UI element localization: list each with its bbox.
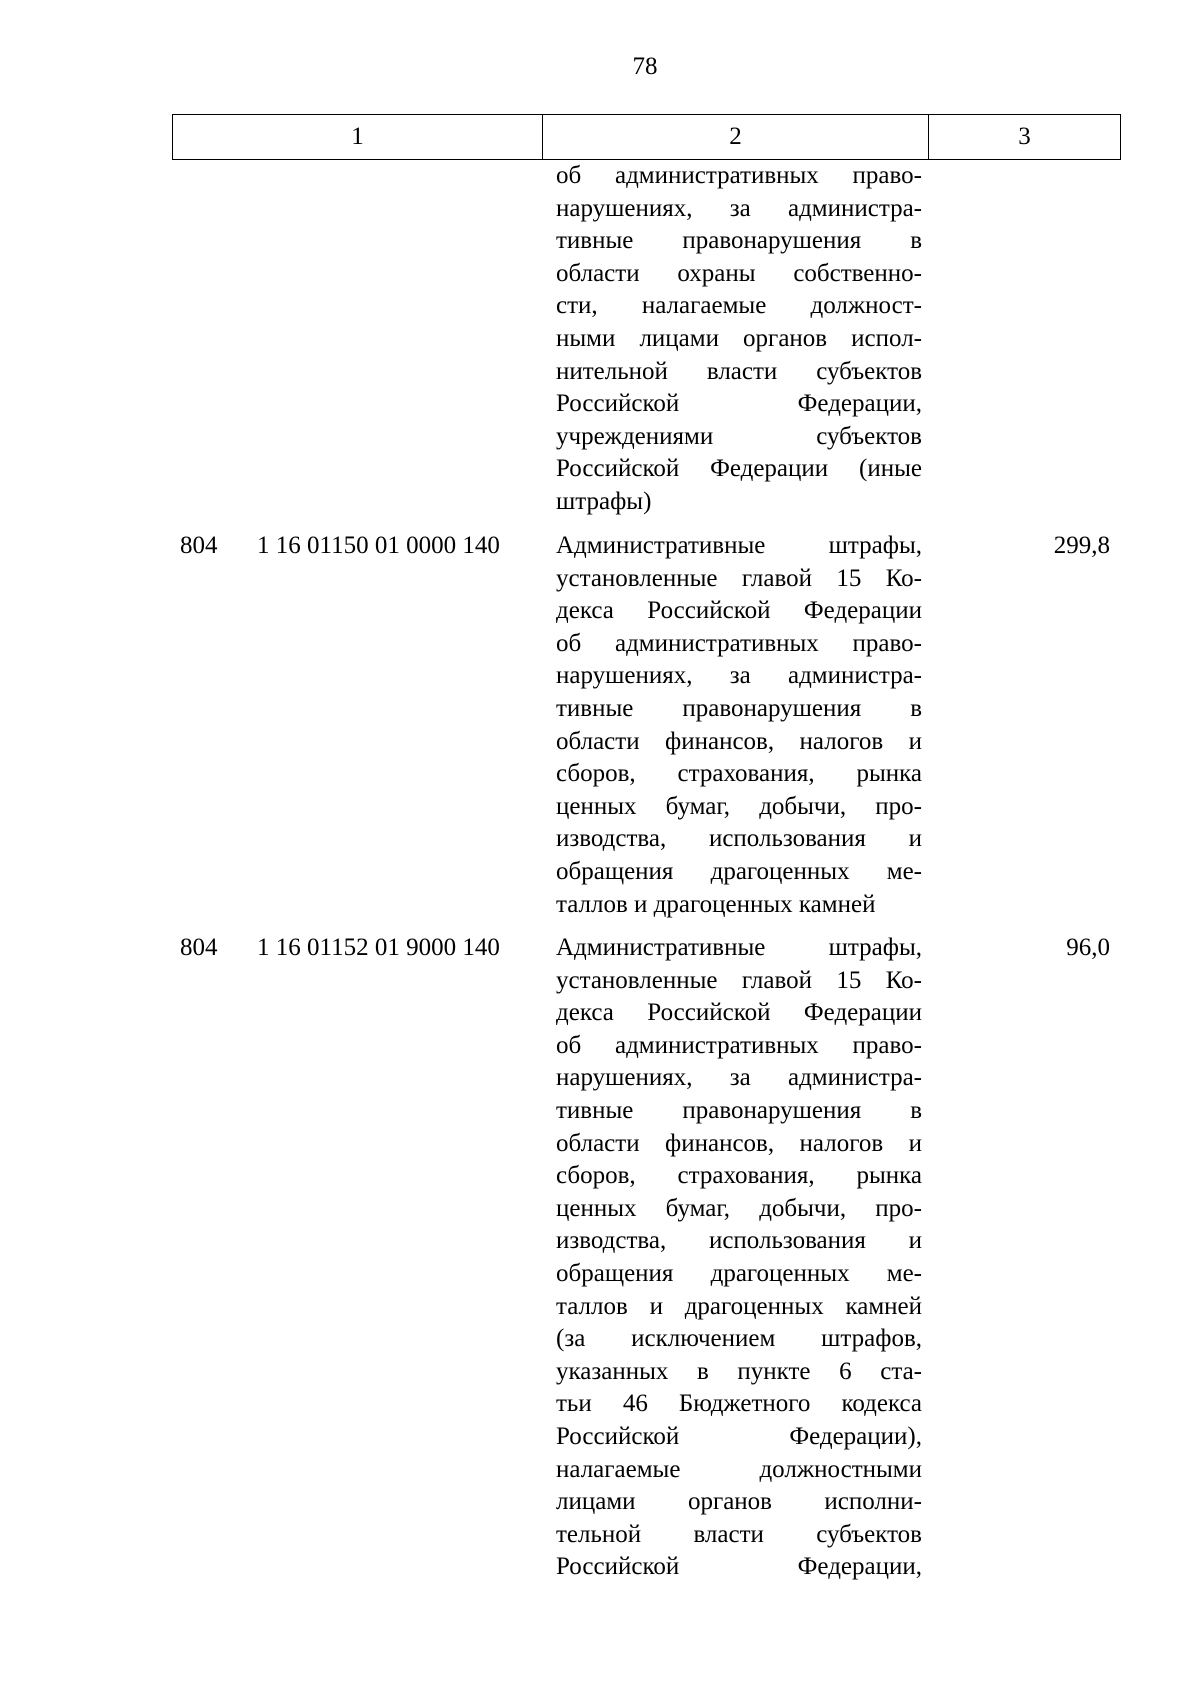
description-line: таллов и драгоценных камней xyxy=(556,890,876,918)
amount: 96,0 xyxy=(1066,934,1110,961)
description-line: штрафы) xyxy=(556,487,652,515)
column-header-2: 2 xyxy=(543,115,929,160)
description-line: области финансов, налогов и xyxy=(556,1129,922,1157)
description-line: обращения драгоценных ме- xyxy=(556,857,922,885)
admin-code: 804 xyxy=(180,934,218,961)
amount: 299,8 xyxy=(1053,532,1110,559)
description-line: Российской Федерации, xyxy=(556,1553,922,1581)
description-line: Административные штрафы, xyxy=(556,532,922,559)
description-line: ными лицами органов испол- xyxy=(556,324,922,352)
description-line: указанных в пункте 6 ста- xyxy=(556,1357,922,1385)
description-line: об административных право- xyxy=(556,1031,922,1059)
description-line: Административные штрафы, xyxy=(556,934,922,961)
description-line: изводства, использования и xyxy=(556,825,922,853)
description-line: Российской Федерации (иные xyxy=(556,455,922,483)
description-line: установленные главой 15 Ко- xyxy=(556,564,922,592)
description-line: об административных право- xyxy=(556,629,922,657)
description-line: обращения драгоценных ме- xyxy=(556,1259,922,1287)
description-line: учреждениями субъектов xyxy=(556,422,922,450)
description-line: нарушениях, за администра- xyxy=(556,662,922,690)
description-line: ценных бумаг, добычи, про- xyxy=(556,792,922,820)
description-line: Российской Федерации, xyxy=(556,390,922,418)
column-header-1: 1 xyxy=(173,115,543,160)
admin-code: 804 xyxy=(180,532,218,559)
description-line: лицами органов исполни- xyxy=(556,1488,922,1516)
description-line: нительной власти субъектов xyxy=(556,357,922,385)
description-line: тивные правонарушения в xyxy=(556,227,922,255)
description-line: нарушениях, за администра- xyxy=(556,194,922,222)
description-line: нарушениях, за администра- xyxy=(556,1064,922,1092)
column-header-3: 3 xyxy=(929,115,1121,160)
description-line: (за исключением штрафов, xyxy=(556,1325,922,1353)
description-line: области финансов, налогов и xyxy=(556,727,922,755)
description-line: декса Российской Федерации xyxy=(556,999,922,1027)
description-line: сборов, страхования, рынка xyxy=(556,1162,922,1190)
page-number: 78 xyxy=(632,53,658,80)
description-line: установленные главой 15 Ко- xyxy=(556,966,922,994)
description-line: об административных право- xyxy=(556,162,922,189)
column-header-table xyxy=(172,114,1121,160)
description-line: таллов и драгоценных камней xyxy=(556,1292,922,1320)
column-header-row xyxy=(173,115,1121,160)
row-description xyxy=(556,530,922,921)
description-line: изводства, использования и xyxy=(556,1227,922,1255)
description-line: сти, налагаемые должност- xyxy=(556,292,922,320)
continuation-description xyxy=(556,160,922,519)
description-line: тивные правонарушения в xyxy=(556,1096,922,1124)
description-line: Российской Федерации), xyxy=(556,1422,922,1450)
budget-classification-code: 1 16 01150 01 0000 140 xyxy=(257,532,500,559)
row-description xyxy=(556,932,922,1584)
description-line: ценных бумаг, добычи, про- xyxy=(556,1194,922,1222)
description-line: налагаемые должностными xyxy=(556,1455,922,1483)
budget-classification-code: 1 16 01152 01 9000 140 xyxy=(257,934,500,961)
description-line: области охраны собственно- xyxy=(556,259,922,287)
description-line: декса Российской Федерации xyxy=(556,597,922,625)
description-line: тивные правонарушения в xyxy=(556,694,922,722)
description-line: тельной власти субъектов xyxy=(556,1520,922,1548)
description-line: сборов, страхования, рынка xyxy=(556,760,922,788)
description-line: тьи 46 Бюджетного кодекса xyxy=(556,1390,922,1418)
